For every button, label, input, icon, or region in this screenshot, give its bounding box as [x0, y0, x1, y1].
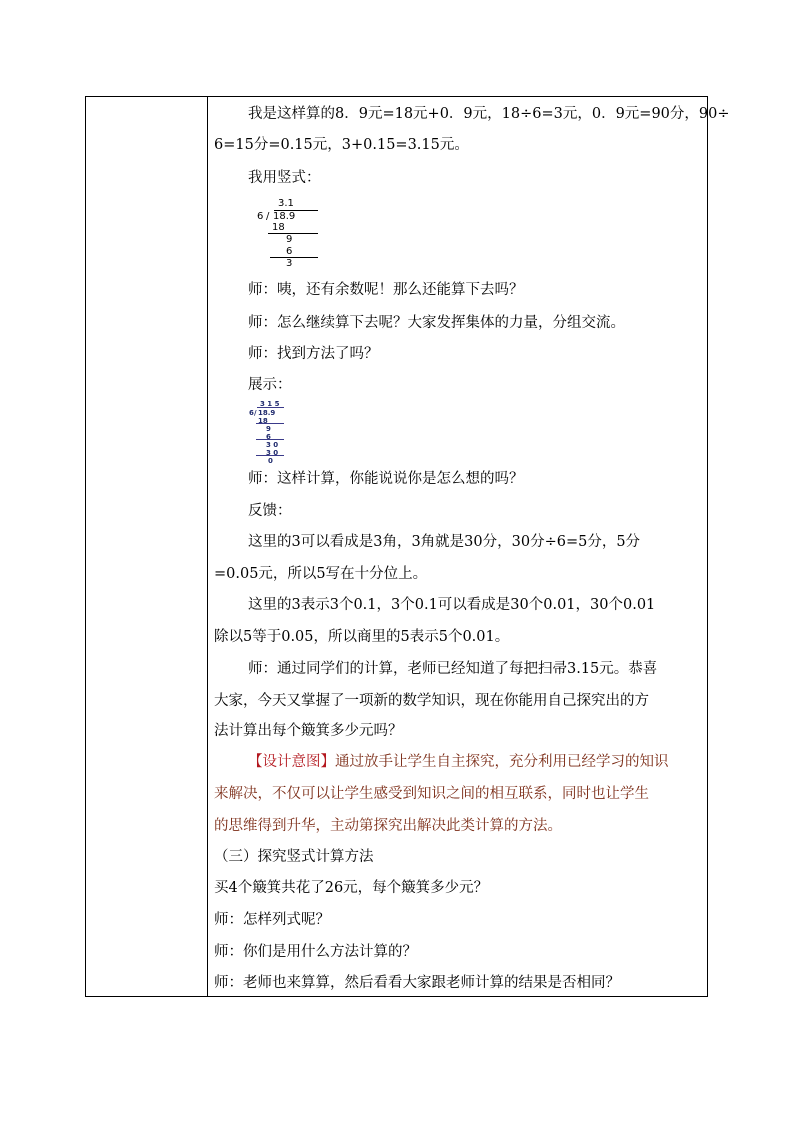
divisor: 6: [257, 211, 264, 222]
step-line: [268, 233, 318, 234]
text-line: 反馈：: [248, 503, 292, 519]
quotient: 3 1 5: [260, 400, 280, 408]
step-value: 3 0: [266, 449, 279, 457]
text-line: 大家，今天又掌握了一项新的数学知识，现在你能用自己探究出的方: [214, 693, 649, 709]
division-bracket: /: [254, 409, 257, 417]
long-division-1: [256, 197, 326, 269]
text-line: 师：你们是用什么方法计算的？: [214, 944, 417, 960]
design-intent-text: 通过放手让学生自主探究，充分利用已经学习的知识: [335, 754, 669, 770]
long-division-2: [248, 397, 288, 465]
text-line: 展示：: [248, 377, 292, 393]
step-value: 18: [272, 222, 285, 233]
lesson-table: [85, 96, 730, 997]
text-line: 法计算出每个簸箕多少元吗？: [214, 723, 403, 739]
dividend: 18.9: [258, 409, 276, 417]
text-line: 师：怎么继续算下去呢？大家发挥集体的力量，分组交流。: [248, 315, 625, 331]
text-line: 师：咦，还有余数呢！那么还能算下去吗？: [248, 282, 524, 298]
step-value: 18: [258, 417, 268, 425]
text-line: 师：找到方法了吗？: [248, 346, 379, 362]
step-value: 3 0: [266, 441, 279, 449]
text-line: 师：老师也来算算，然后看看大家跟老师计算的结果是否相同？: [214, 975, 620, 991]
divisor: 6: [249, 409, 254, 417]
step-value: 6: [286, 246, 293, 257]
text-line: 我是这样算的8．9元=18元+0．9元，18÷6=3元，0．9元=90分，90÷: [248, 106, 730, 122]
design-intent-line: [248, 752, 669, 772]
text-line: 来解决，不仅可以让学生感受到知识之间的相互联系，同时也让学生: [214, 786, 649, 802]
text-line: 师：这样计算，你能说说你是怎么想的吗？: [248, 471, 524, 487]
text-line: 买4个簸箕共花了26元，每个簸箕多少元？: [214, 880, 489, 896]
design-intent-tag: 【设计意图】: [248, 754, 335, 770]
text-line: 这里的3表示3个0.1，3个0.1可以看成是30个0.01，30个0.01: [248, 597, 656, 613]
text-line: 师：通过同学们的计算，老师已经知道了每把扫帚3.15元。恭喜: [248, 661, 658, 677]
text-line: 我用竖式：: [248, 170, 321, 186]
remainder: 3: [286, 258, 293, 269]
text-line: 这里的3可以看成是3角，3角就是30分，30分÷6=5分，5分: [248, 534, 641, 550]
column-divider: [207, 97, 208, 996]
text-line: 师：怎样列式呢？: [214, 912, 330, 928]
text-line: 6=15分=0.15元，3+0.15=3.15元。: [214, 137, 469, 153]
text-line: =0.05元，所以5写在十分位上。: [214, 566, 428, 582]
dividend: 18.9: [273, 211, 296, 222]
section-heading: （三）探究竖式计算方法: [214, 849, 374, 865]
text-line: 除以5等于0.05，所以商里的5表示5个0.01。: [214, 629, 510, 645]
division-bracket: /: [266, 211, 270, 222]
remainder: 0: [268, 457, 273, 465]
step-value: 9: [266, 425, 271, 433]
quotient: 3.1: [278, 198, 294, 209]
step-value: 9: [286, 234, 293, 245]
step-line: [270, 257, 318, 258]
text-line: 的思维得到升华，主动第探究出解决此类计算的方法。: [214, 818, 562, 834]
step-value: 6: [266, 433, 271, 441]
